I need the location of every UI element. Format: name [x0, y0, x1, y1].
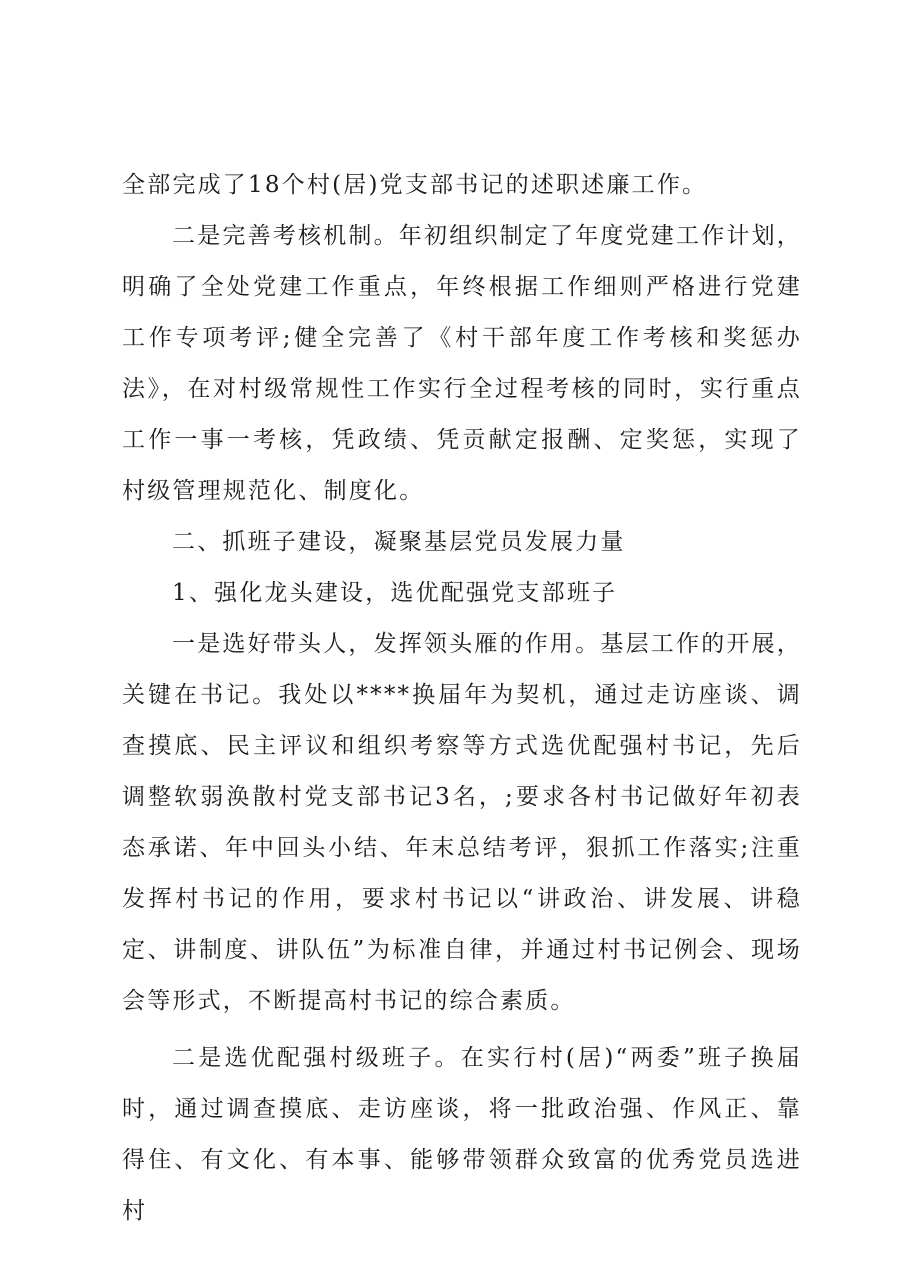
paragraph-continuation: 全部完成了18个村(居)党支部书记的述职述廉工作。 [122, 172, 708, 198]
section-heading-team-building: 二、抓班子建设，凝聚基层党员发展力量 [172, 529, 626, 555]
paragraph-village-team: 二是选优配强村级班子。在实行村(居)“两委”班子换届时，通过调查摸底、走访座谈，将一批政治强、作风正、靠得住、有文化、有本事、能够带领群众致富的优秀党员选进村 [122, 1045, 802, 1224]
paragraph-select-leaders: 一是选好带头人，发挥领头雁的作用。基层工作的开展，关键在书记。我处以****换届年为契机，通过走访座谈、调查摸底、民主评议和组织考察等方式选优配强村书记，先后调整软弱涣散村党支部书记3名，;要求各村书记做好年初表态承诺、年中回头小结、年末总结考评，狠抓工作落实;注重发挥村书记的作用，要求村书记以“讲政治、讲发展、讲稳定、讲制度、讲队伍”为标准自律，并通过村书记例会、现场会等形式，不断提高村书记的综合素质。 [122, 631, 802, 1014]
paragraph-assessment-mechanism: 二是完善考核机制。年初组织制定了年度党建工作计划，明确了全处党建工作重点，年终根据工作细则严格进行党建工作专项考评;健全完善了《村干部年度工作考核和奖惩办法》，在对村级常规性工作实行全过程考核的同时，实行重点工作一事一考核，凭政绩、凭贡献定报酬、定奖惩，实现了村级管理规范化、制度化。 [122, 223, 802, 504]
document-body [122, 160, 802, 1237]
subsection-heading-leadership: 1、强化龙头建设，选优配强党支部班子 [172, 580, 618, 606]
